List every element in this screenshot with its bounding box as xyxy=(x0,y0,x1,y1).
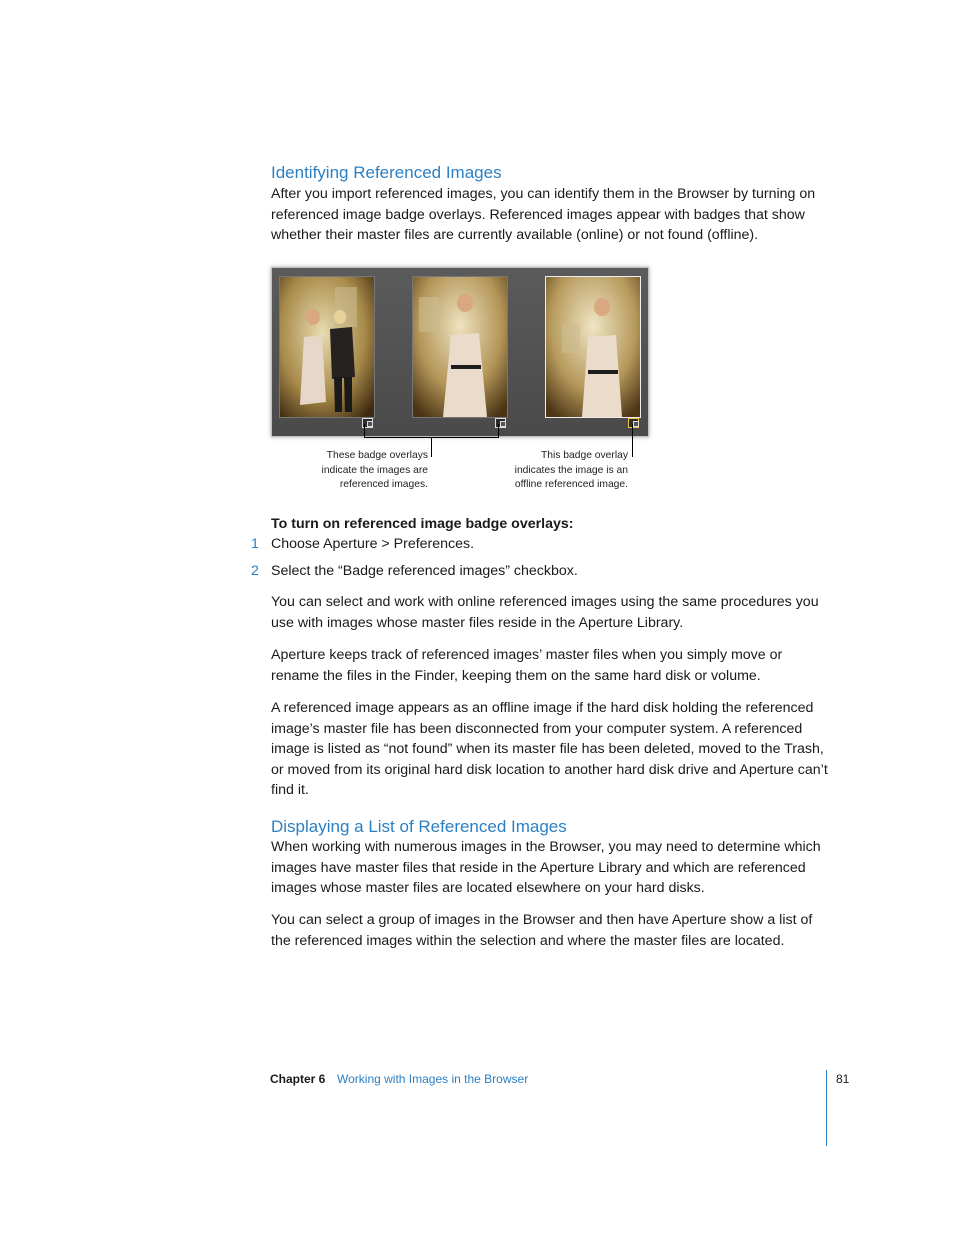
offline-referenced-badge-icon xyxy=(628,418,639,428)
callout-line-text: indicates the image is an xyxy=(514,464,628,476)
callout-referenced-badges xyxy=(280,449,428,493)
footer-rule xyxy=(826,1070,827,1146)
callout-line-text: referenced images. xyxy=(339,479,428,490)
photo-bride-posing xyxy=(546,277,640,417)
step-number: 2 xyxy=(251,563,259,579)
intro-paragraph: After you import referenced images, you can identify them in the Browser by turning on referenced image badge overlays. Referenced images appear with badges that show whether their master files are currently available (online) or not found (offline). xyxy=(271,186,816,244)
section-heading-identifying: Identifying Referenced Images xyxy=(271,163,502,182)
callout-line-text: indicate the images are xyxy=(321,464,428,476)
thumbnail-3-selected xyxy=(545,276,641,418)
callout-line-text: These badge overlays xyxy=(326,450,428,461)
callout-offline-badge xyxy=(480,449,628,493)
body-paragraph: When working with numerous images in the Browser, you may need to determine which images have master files that reside in the Aperture Library and which are referenced images whose master files are located elsewhere on your hard disks. xyxy=(271,839,821,897)
browser-figure xyxy=(271,267,649,437)
callout-line-text: offline referenced image. xyxy=(514,479,628,490)
body-paragraph: You can select a group of images in the Browser and then have Aperture show a list of the referenced images within the selection and where the master files are located. xyxy=(271,912,813,949)
callout-line xyxy=(632,424,633,457)
photo-bride-with-stylist xyxy=(280,277,374,417)
footer-chapter: Chapter 6 xyxy=(270,1072,326,1086)
callout-line xyxy=(498,424,499,438)
footer-chapter-title: Working with Images in the Browser xyxy=(337,1072,529,1086)
step-text: Select the “Badge referenced images” checkbox. xyxy=(271,563,578,579)
body-paragraph: Aperture keeps track of referenced images’ master files when you simply move or rename the files in the Finder, keeping them on the same hard disk or volume. xyxy=(271,647,783,684)
thumbnail-2 xyxy=(412,276,508,418)
callout-line-text: This badge overlay xyxy=(540,450,628,461)
body-paragraph: A referenced image appears as an offline image if the hard disk holding the referenced image’s master file has been disconnected from your computer system. A referenced image is listed as “not found” when its master file has been deleted, moved to the Trash, or moved from its original hard disk location to another hard disk drive and Aperture can’t find it. xyxy=(271,700,828,799)
callout-line xyxy=(364,424,365,438)
body-paragraph: You can select and work with online referenced images using the same procedures you use with images whose master files reside in the Aperture Library. xyxy=(271,594,819,631)
page-number: 81 xyxy=(836,1072,850,1086)
section-heading-displaying: Displaying a List of Referenced Images xyxy=(271,817,567,836)
procedure-title: To turn on referenced image badge overlays: xyxy=(271,516,574,532)
photo-bride-standing xyxy=(413,277,507,417)
step-text: Choose Aperture > Preferences. xyxy=(271,536,475,552)
step-number: 1 xyxy=(251,536,259,552)
referenced-badge-icon xyxy=(495,418,506,428)
thumbnail-1 xyxy=(279,276,375,418)
callout-line xyxy=(431,437,432,457)
